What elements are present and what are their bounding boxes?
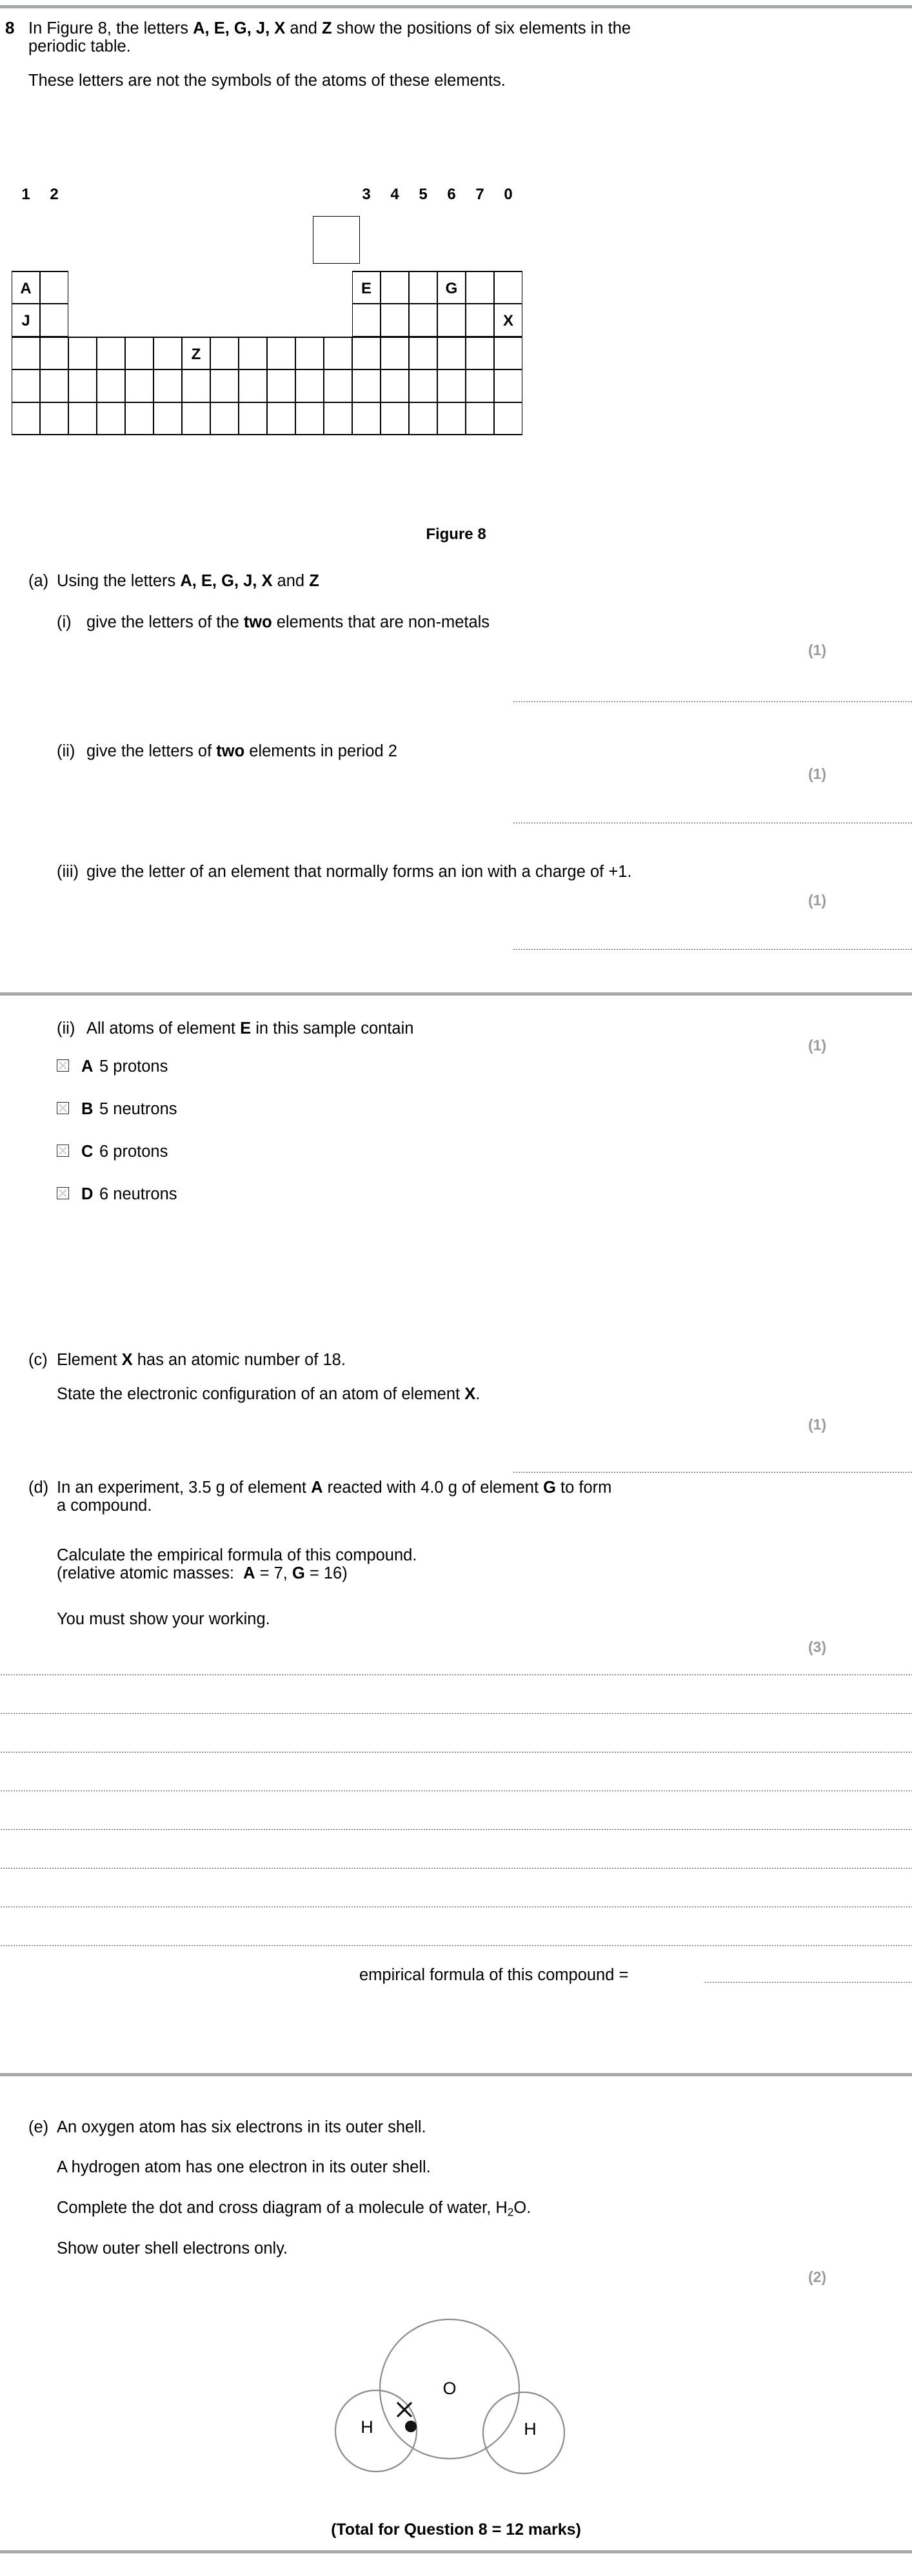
ptable-cell <box>437 337 466 369</box>
ptable-cell <box>352 304 381 337</box>
part-b-ii-text <box>86 1018 413 1039</box>
part-c-line1 <box>57 1349 346 1371</box>
ptable-cell <box>494 369 522 402</box>
ptable-cell <box>437 402 466 435</box>
part-d-answer-line[interactable] <box>704 1981 912 1983</box>
ptable-cell <box>154 402 182 435</box>
hydrogen-right-label: H <box>524 2419 537 2439</box>
part-b-ii-marks: (1) <box>808 1037 827 1054</box>
part-a-ii-answer-line[interactable] <box>513 821 912 823</box>
checkbox-x-icon <box>58 1188 68 1198</box>
ptable-cell <box>409 304 437 337</box>
part-d-line2: a compound. <box>57 1497 152 1515</box>
part-e-line2: A hydrogen atom has one electron in its outer shell. <box>57 2158 431 2176</box>
ptable-cell <box>381 337 409 369</box>
part-a-i-label: (i) <box>57 613 72 631</box>
part-a-i-answer-line[interactable] <box>513 700 912 702</box>
ptable-cell <box>381 369 409 402</box>
part-a-i-text <box>86 611 490 633</box>
ptable-cell <box>239 402 267 435</box>
part-b-ii-text-post: in this sample contain <box>251 1019 414 1037</box>
option-text: 6 protons <box>99 1143 168 1161</box>
stem-letter-z: Z <box>321 19 332 37</box>
part-d-marks: (3) <box>808 1638 827 1655</box>
hydrogen-left-shell-circle <box>335 2390 417 2472</box>
ptable-cell <box>437 369 466 402</box>
ptable-cell <box>12 337 40 369</box>
part-b-ii-bold-e: E <box>240 1019 252 1037</box>
ptable-cell <box>324 337 352 369</box>
part-b-ii-label: (ii) <box>57 1019 75 1037</box>
part-c-line1-post: has an atomic number of 18. <box>132 1351 346 1369</box>
group-label-2: 2 <box>50 186 59 203</box>
ptable-cell-A <box>12 271 40 304</box>
part-e-line3 <box>57 2197 531 2223</box>
ptable-cell <box>12 402 40 435</box>
working-line[interactable] <box>0 1905 912 1907</box>
ptable-cell <box>466 271 494 304</box>
part-d-line4-bold-a: A <box>243 1564 255 1582</box>
part-d-line1-pre: In an experiment, 3.5 g of element <box>57 1479 312 1497</box>
ptable-cell <box>295 369 324 402</box>
element-letter-J: J <box>21 312 30 329</box>
stem-letters: A, E, G, J, X <box>193 19 286 37</box>
part-d-line1-mid: reacted with 4.0 g of element <box>322 1479 544 1497</box>
part-d-line3: Calculate the empirical formula of this compound. <box>57 1546 417 1564</box>
part-a-iii-text: give the letter of an element that normally forms an ion with a charge of +1. <box>86 863 632 881</box>
ptable-cell <box>324 369 352 402</box>
ptable-cell <box>352 369 381 402</box>
part-e-line3-subscript: 2 <box>507 2205 514 2219</box>
option-row-a[interactable] <box>57 1057 379 1077</box>
element-letter-Z: Z <box>191 346 201 363</box>
ptable-cell <box>466 337 494 369</box>
ptable-cell <box>494 337 522 369</box>
ptable-cell <box>409 271 437 304</box>
ptable-cell-period1 <box>313 216 360 264</box>
ptable-cell <box>239 369 267 402</box>
option-checkbox-d[interactable] <box>57 1187 69 1199</box>
ptable-cell <box>210 337 239 369</box>
ptable-cell-J <box>12 304 40 337</box>
working-line[interactable] <box>0 1867 912 1869</box>
working-line[interactable] <box>0 1789 912 1791</box>
part-a-ii-marks: (1) <box>808 765 827 782</box>
part-e-line4: Show outer shell electrons only. <box>57 2239 288 2257</box>
part-d-line5: You must show your working. <box>57 1610 270 1628</box>
option-text: 5 neutrons <box>99 1100 177 1118</box>
element-letter-G: G <box>445 280 458 297</box>
ptable-cell <box>68 337 97 369</box>
part-d-line1-bold-g: G <box>543 1479 556 1497</box>
element-letter-A: A <box>20 280 32 297</box>
ptable-cell <box>409 337 437 369</box>
ptable-cell-E <box>352 271 381 304</box>
option-letter: A <box>81 1057 94 1076</box>
ptable-cell <box>40 304 68 337</box>
checkbox-x-icon <box>58 1103 68 1113</box>
working-line[interactable] <box>0 1673 912 1675</box>
ptable-cell <box>437 304 466 337</box>
stem-and: and <box>285 19 322 37</box>
option-checkbox-a[interactable] <box>57 1059 69 1072</box>
ptable-cell <box>40 369 68 402</box>
ptable-cell <box>40 337 68 369</box>
ptable-cell <box>381 304 409 337</box>
ptable-cell <box>125 369 154 402</box>
ptable-cell <box>182 402 210 435</box>
group-label-4: 4 <box>390 186 399 203</box>
option-letter: D <box>81 1185 94 1203</box>
part-a-letter-z: Z <box>309 572 319 590</box>
option-text: 5 protons <box>99 1057 168 1076</box>
part-a-text-pre: Using the letters <box>57 572 181 590</box>
part-d-line4-mid2: = 16) <box>304 1564 348 1582</box>
group-label-3: 3 <box>362 186 371 203</box>
water-molecule-diagram <box>314 2302 585 2515</box>
oxygen-label: O <box>442 2379 457 2398</box>
part-a-iii-marks: (1) <box>808 892 827 909</box>
ptable-cell <box>125 337 154 369</box>
ptable-cell <box>97 337 125 369</box>
part-a-text <box>57 570 319 592</box>
ptable-cell <box>68 402 97 435</box>
group-label-7: 7 <box>475 186 484 203</box>
ptable-cell-G <box>437 271 466 304</box>
section-divider-bottom <box>0 2550 912 2553</box>
part-c-label: (c) <box>28 1351 48 1369</box>
group-label-1: 1 <box>21 186 30 203</box>
group-label-0: 0 <box>504 186 513 203</box>
option-checkbox-b[interactable] <box>57 1102 69 1114</box>
cross-electron-icon <box>398 2403 411 2416</box>
part-c-answer-line[interactable] <box>513 1471 912 1473</box>
part-d-line4-bold-g: G <box>292 1564 305 1582</box>
question-stem-line2: periodic table. <box>28 37 131 55</box>
ptable-cell <box>466 402 494 435</box>
option-row-b[interactable] <box>57 1100 379 1119</box>
ptable-cell <box>267 369 295 402</box>
ptable-cell <box>352 402 381 435</box>
part-c-line1-pre: Element <box>57 1351 122 1369</box>
part-a-letters: A, E, G, J, X <box>180 572 273 590</box>
ptable-cell <box>466 369 494 402</box>
ptable-cell <box>381 402 409 435</box>
part-e-line1: An oxygen atom has six electrons in its outer shell. <box>57 2118 426 2136</box>
part-a-i-bold-two: two <box>243 613 272 631</box>
part-d-label: (d) <box>28 1479 49 1497</box>
ptable-cell <box>154 369 182 402</box>
ptable-cell <box>494 271 522 304</box>
stem-text-pre: In Figure 8, the letters <box>28 19 193 37</box>
part-d-line4-mid1: = 7, <box>255 1564 292 1582</box>
ptable-cell <box>295 337 324 369</box>
part-c-line2 <box>57 1383 480 1405</box>
ptable-cell <box>466 304 494 337</box>
ptable-cell <box>210 369 239 402</box>
ptable-cell <box>494 402 522 435</box>
ptable-cell <box>210 402 239 435</box>
ptable-cell <box>97 402 125 435</box>
part-c-marks: (1) <box>808 1416 827 1433</box>
ptable-cell <box>154 337 182 369</box>
checkbox-x-icon <box>58 1146 68 1155</box>
part-a-ii-bold-two: two <box>216 742 245 760</box>
ptable-cell <box>182 369 210 402</box>
ptable-cell <box>125 402 154 435</box>
section-divider-b <box>0 992 912 996</box>
periodic-table-figure <box>0 0 912 516</box>
part-e-marks: (2) <box>808 2268 827 2285</box>
ptable-cell <box>12 369 40 402</box>
total-marks: (Total for Question 8 = 12 marks) <box>331 2521 581 2539</box>
part-d-line1-bold-a: A <box>311 1479 323 1497</box>
part-a-and: and <box>272 572 310 590</box>
part-d-answer-label: empirical formula of this compound = <box>359 1966 629 1984</box>
part-a-iii-answer-line[interactable] <box>513 948 912 950</box>
part-a-i-marks: (1) <box>808 642 827 658</box>
part-a-iii-label: (iii) <box>57 863 79 881</box>
part-a-i-text-pre: give the letters of the <box>86 613 244 631</box>
option-row-c[interactable] <box>57 1143 379 1162</box>
part-e-line3-pre: Complete the dot and cross diagram of a molecule of water, H <box>57 2199 508 2217</box>
element-letter-E: E <box>361 280 372 297</box>
ptable-cell <box>324 402 352 435</box>
question-number: 8 <box>5 18 15 37</box>
part-e-line3-post: O. <box>513 2199 531 2217</box>
part-a-ii-text <box>86 740 397 762</box>
option-row-d[interactable] <box>57 1185 379 1204</box>
option-letter: B <box>81 1100 94 1118</box>
option-checkbox-c[interactable] <box>57 1145 69 1157</box>
option-text: 6 neutrons <box>99 1185 177 1203</box>
hydrogen-left-label: H <box>361 2417 373 2437</box>
working-line[interactable] <box>0 1828 912 1830</box>
option-letter: C <box>81 1143 94 1161</box>
part-d-line1-post: to form <box>555 1479 612 1497</box>
part-a-ii-text-post: elements in period 2 <box>244 742 397 760</box>
working-line[interactable] <box>0 1944 912 1946</box>
dot-electron-icon <box>405 2421 417 2432</box>
part-c-line2-pre: State the electronic configuration of an atom of element <box>57 1385 465 1403</box>
ptable-cell <box>40 271 68 304</box>
part-c-line2-post: . <box>475 1385 481 1403</box>
ptable-cell <box>68 369 97 402</box>
ptable-cell <box>295 402 324 435</box>
part-c-line1-bold-x: X <box>121 1351 133 1369</box>
figure-caption: Figure 8 <box>426 526 486 543</box>
ptable-cell-Z <box>182 337 210 369</box>
ptable-cell <box>97 369 125 402</box>
stem-text-tail: show the positions of six elements in the <box>332 19 631 37</box>
part-a-ii-text-pre: give the letters of <box>86 742 217 760</box>
part-a-label: (a) <box>28 572 49 590</box>
ptable-cell <box>267 402 295 435</box>
ptable-cell-X <box>494 304 522 337</box>
section-divider-e <box>0 2073 912 2076</box>
part-d-line4-pre: (relative atomic masses: <box>57 1564 244 1582</box>
element-letter-X: X <box>502 312 513 329</box>
part-e-label: (e) <box>28 2118 49 2136</box>
working-line[interactable] <box>0 1712 912 1714</box>
part-d-line4 <box>57 1562 348 1584</box>
ptable-cell <box>409 369 437 402</box>
group-label-6: 6 <box>447 186 456 203</box>
ptable-cell <box>239 337 267 369</box>
part-c-line2-bold-x: X <box>464 1385 476 1403</box>
checkbox-x-icon <box>58 1061 68 1070</box>
part-a-i-text-post: elements that are non-metals <box>272 613 490 631</box>
question-stem-line3: These letters are not the symbols of the atoms of these elements. <box>28 72 506 90</box>
working-line[interactable] <box>0 1751 912 1753</box>
ptable-cell <box>267 337 295 369</box>
ptable-cell <box>381 271 409 304</box>
part-a-ii-label: (ii) <box>57 742 75 760</box>
group-label-5: 5 <box>419 186 428 203</box>
ptable-cell <box>409 402 437 435</box>
ptable-cell <box>40 402 68 435</box>
ptable-cell <box>352 337 381 369</box>
part-b-ii-text-pre: All atoms of element <box>86 1019 241 1037</box>
